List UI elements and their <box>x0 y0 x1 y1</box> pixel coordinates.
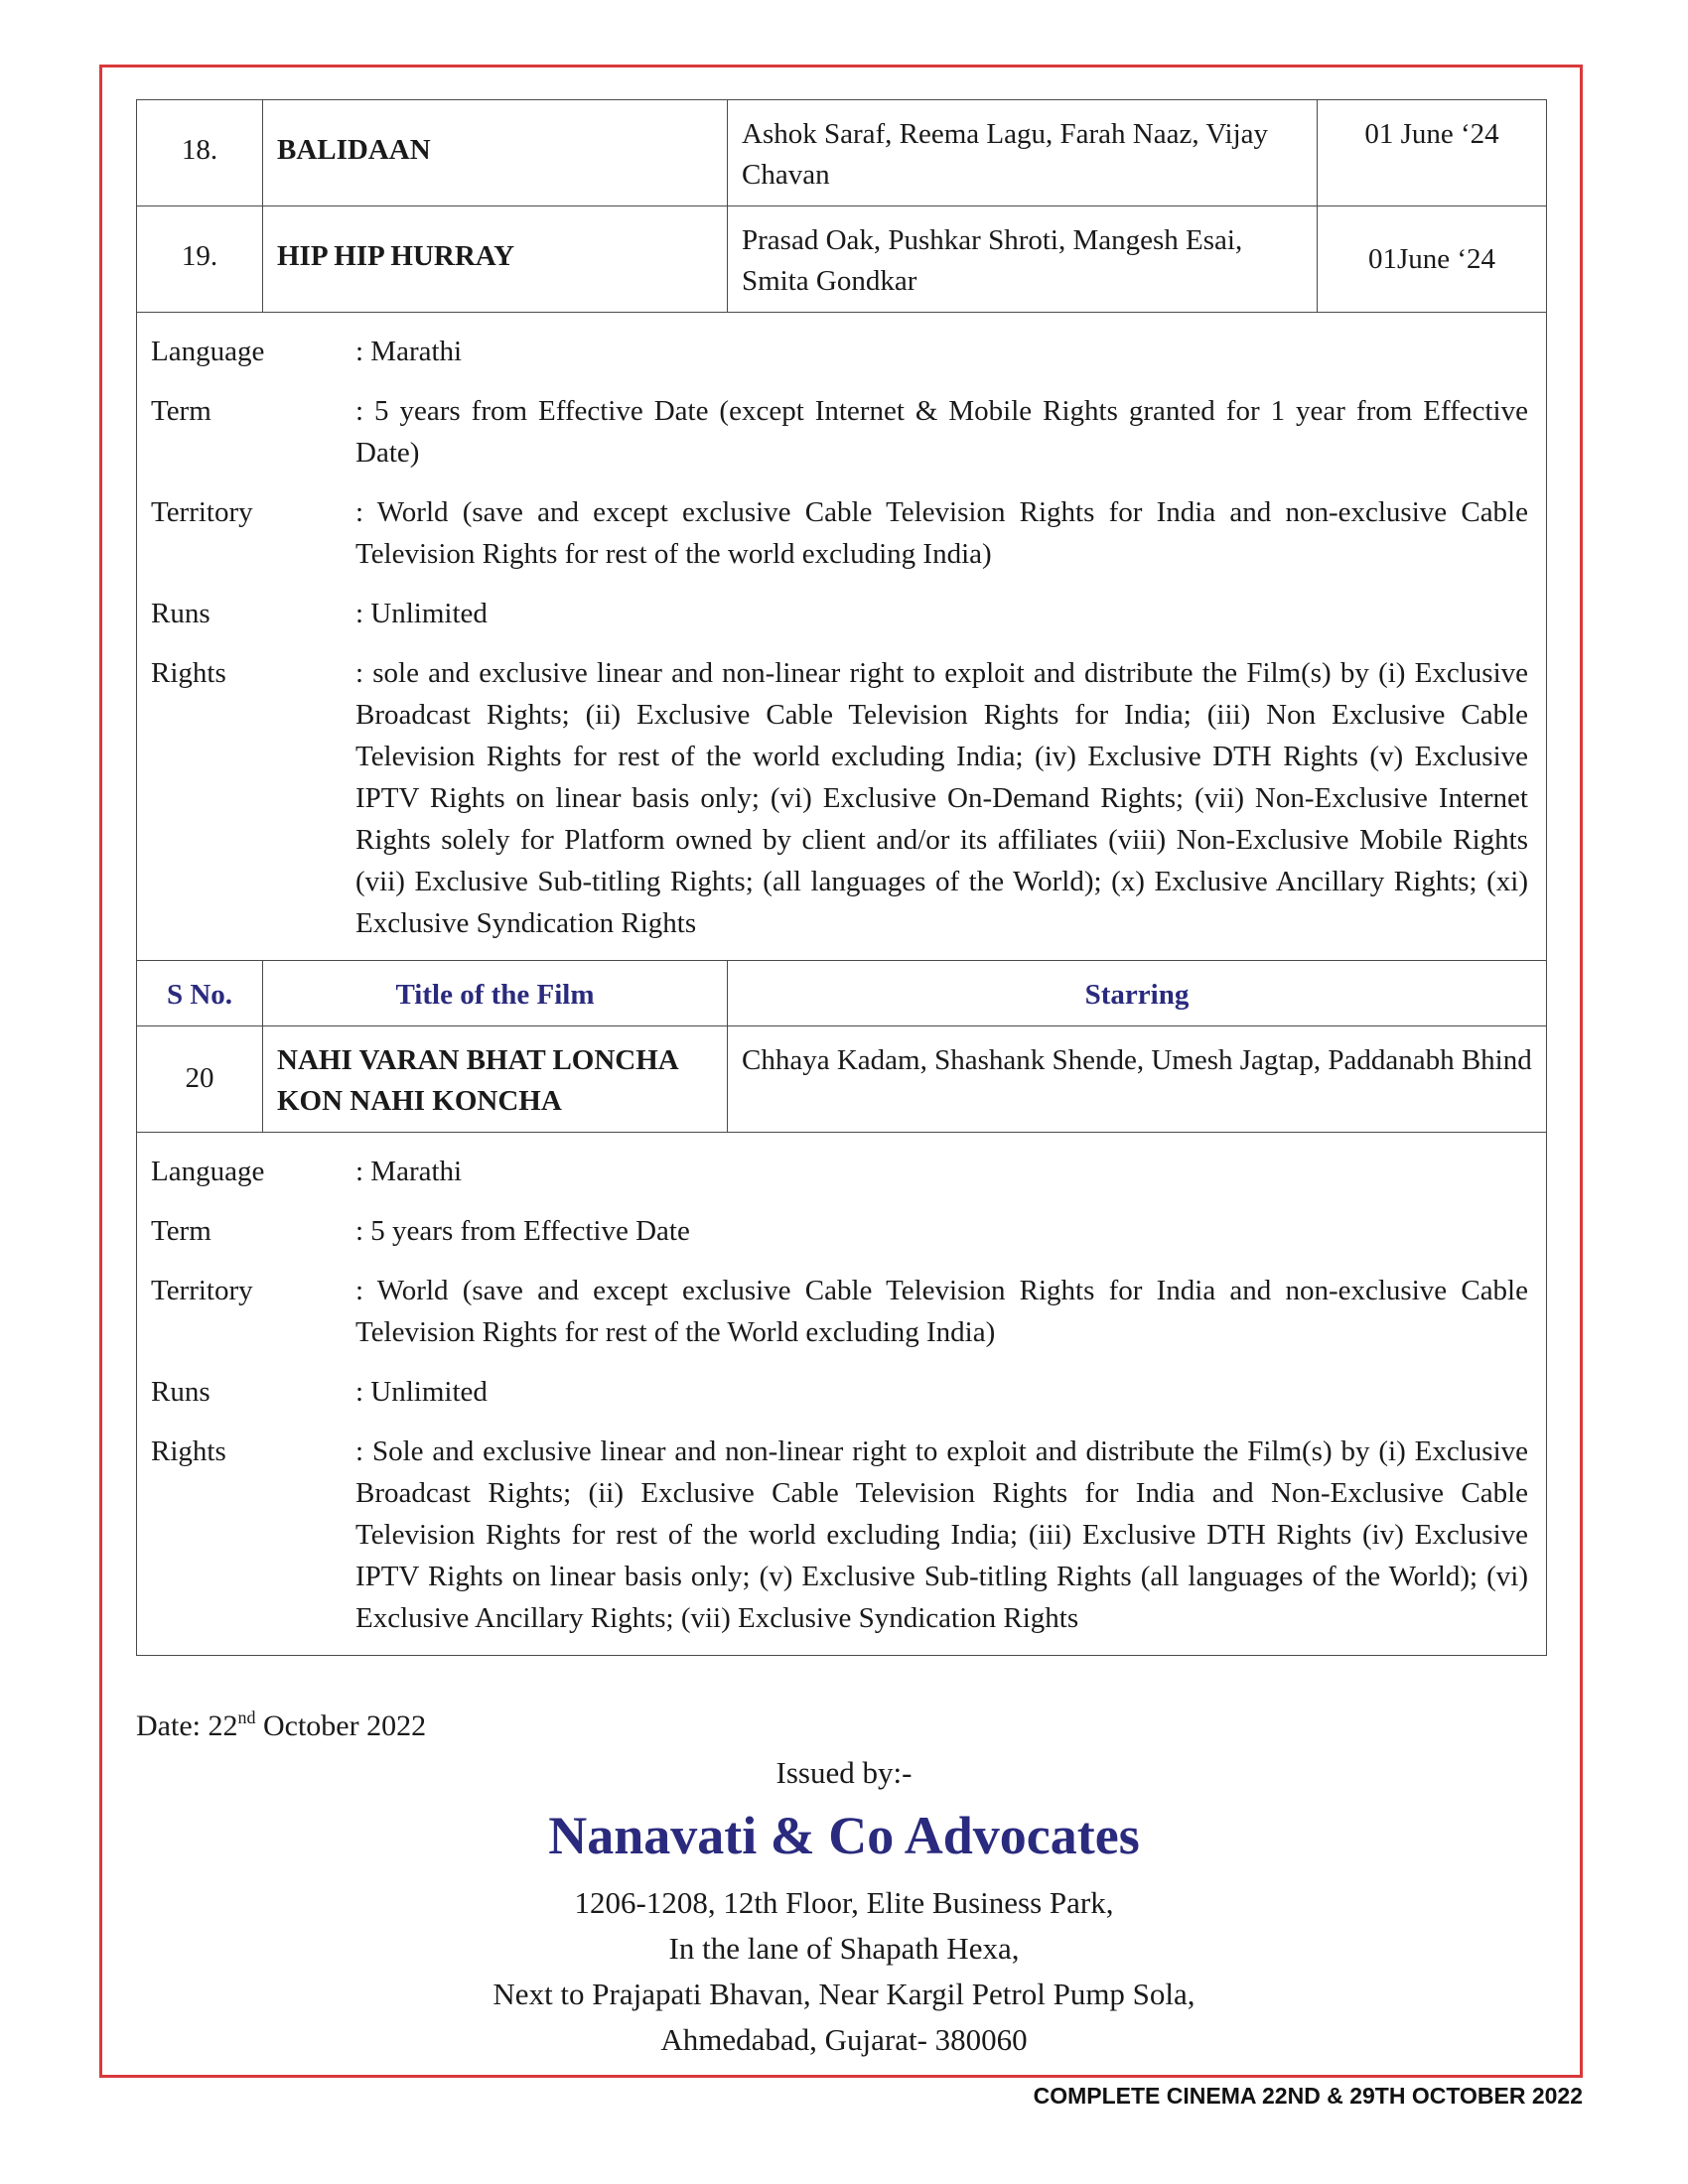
film-date: 01June ‘24 <box>1318 206 1547 313</box>
address-line: 1206-1208, 12th Floor, Elite Business Park, <box>574 1885 1114 1920</box>
table-row <box>137 100 1547 206</box>
term-duration: Term : 5 years from Effective Date (except Internet & Mobile Rights granted for 1 year from Effective Date) <box>151 395 1528 469</box>
header-starring: Starring <box>728 960 1547 1025</box>
term-rights: Rights : Sole and exclusive linear and non-linear right to exploit and distribute the Film(s) by (i) Exclusive Broadcast Rights; (ii) Exclusive Cable Television Rights for India and Non-Exclusive Cable Television Rights for rest of the world excluding India; (iii) Exclusive DTH Rights (iv) Exclusive IPTV Rights on linear basis only; (v) Exclusive Sub-titling Rights (all languages of the World); (vi) Exclusive Ancillary Rights; (vii) Exclusive Syndication Rights <box>151 1434 1528 1634</box>
film-serial: 19. <box>137 206 263 313</box>
film-starring: Prasad Oak, Pushkar Shroti, Mangesh Esai, Smita Gondkar <box>728 206 1318 313</box>
film-date: 01 June ‘24 <box>1318 100 1547 206</box>
terms-block <box>137 313 1547 961</box>
term-language: Language : Marathi <box>151 1155 463 1187</box>
film-20-table <box>136 960 1547 1656</box>
term-runs: Runs : Unlimited <box>151 598 488 629</box>
table-header-row <box>137 960 1547 1025</box>
notice-document <box>136 99 1546 1656</box>
header-title: Title of the Film <box>263 960 728 1025</box>
films-table <box>136 99 1547 961</box>
address-line: Next to Prajapati Bhavan, Near Kargil Petrol Pump Sola, <box>492 1977 1196 2011</box>
film-starring: Chhaya Kadam, Shashank Shende, Umesh Jagtap, Paddanabh Bhind <box>728 1025 1547 1132</box>
firm-address <box>0 1880 1688 2063</box>
address-line: In the lane of Shapath Hexa, <box>668 1931 1020 1966</box>
film-serial: 18. <box>137 100 263 206</box>
publication-footer: COMPLETE CINEMA 22ND & 29TH OCTOBER 2022 <box>1033 2083 1583 2109</box>
film-title: BALIDAAN <box>263 100 728 206</box>
term-language: Language : Marathi <box>151 336 463 367</box>
term-rights: Rights : sole and exclusive linear and non-linear right to exploit and distribute the Film(s) by (i) Exclusive Broadcast Rights; (ii) Exclusive Cable Television Rights for India; (iii) Non Exclusive Cable Television Rights for rest of the world excluding India; (iv) Exclusive DTH Rights (v) Exclusive IPTV Rights on linear basis only; (vi) Exclusive On-Demand Rights; (vii) Non-Exclusive Internet Rights solely for Platform owned by client and/or its affiliates (viii) Non-Exclusive Mobile Rights (vii) Exclusive Sub-titling Rights; (all languages of the World); (x) Exclusive Ancillary Rights; (xi) Exclusive Syndication Rights <box>151 657 1528 939</box>
table-row <box>137 206 1547 313</box>
term-territory: Territory : World (save and except exclusive Cable Television Rights for India and non-exclusive Cable Television Rights for rest of the World excluding India) <box>151 1274 1528 1348</box>
term-runs: Runs : Unlimited <box>151 1375 488 1408</box>
issued-by-label: Issued by:- <box>775 1755 913 1790</box>
terms-block <box>137 1132 1547 1655</box>
header-sno: S No. <box>137 960 263 1025</box>
term-territory: Territory : World (save and except exclusive Cable Television Rights for India and non-exclusive Cable Television Rights for rest of the world excluding India) <box>151 496 1528 570</box>
firm-name: Nanavati & Co Advocates <box>548 1806 1140 1865</box>
issue-date: Date: 22nd October 2022 <box>136 1707 427 1742</box>
film-title: HIP HIP HURRAY <box>263 206 728 313</box>
term-duration: Term : 5 years from Effective Date <box>151 1214 690 1247</box>
film-starring: Ashok Saraf, Reema Lagu, Farah Naaz, Vijay Chavan <box>728 100 1318 206</box>
film-title: NAHI VARAN BHAT LONCHA KON NAHI KONCHA <box>263 1025 728 1132</box>
table-row <box>137 1025 1547 1132</box>
address-line: Ahmedabad, Gujarat- 380060 <box>660 2022 1028 2057</box>
film-serial: 20 <box>137 1025 263 1132</box>
